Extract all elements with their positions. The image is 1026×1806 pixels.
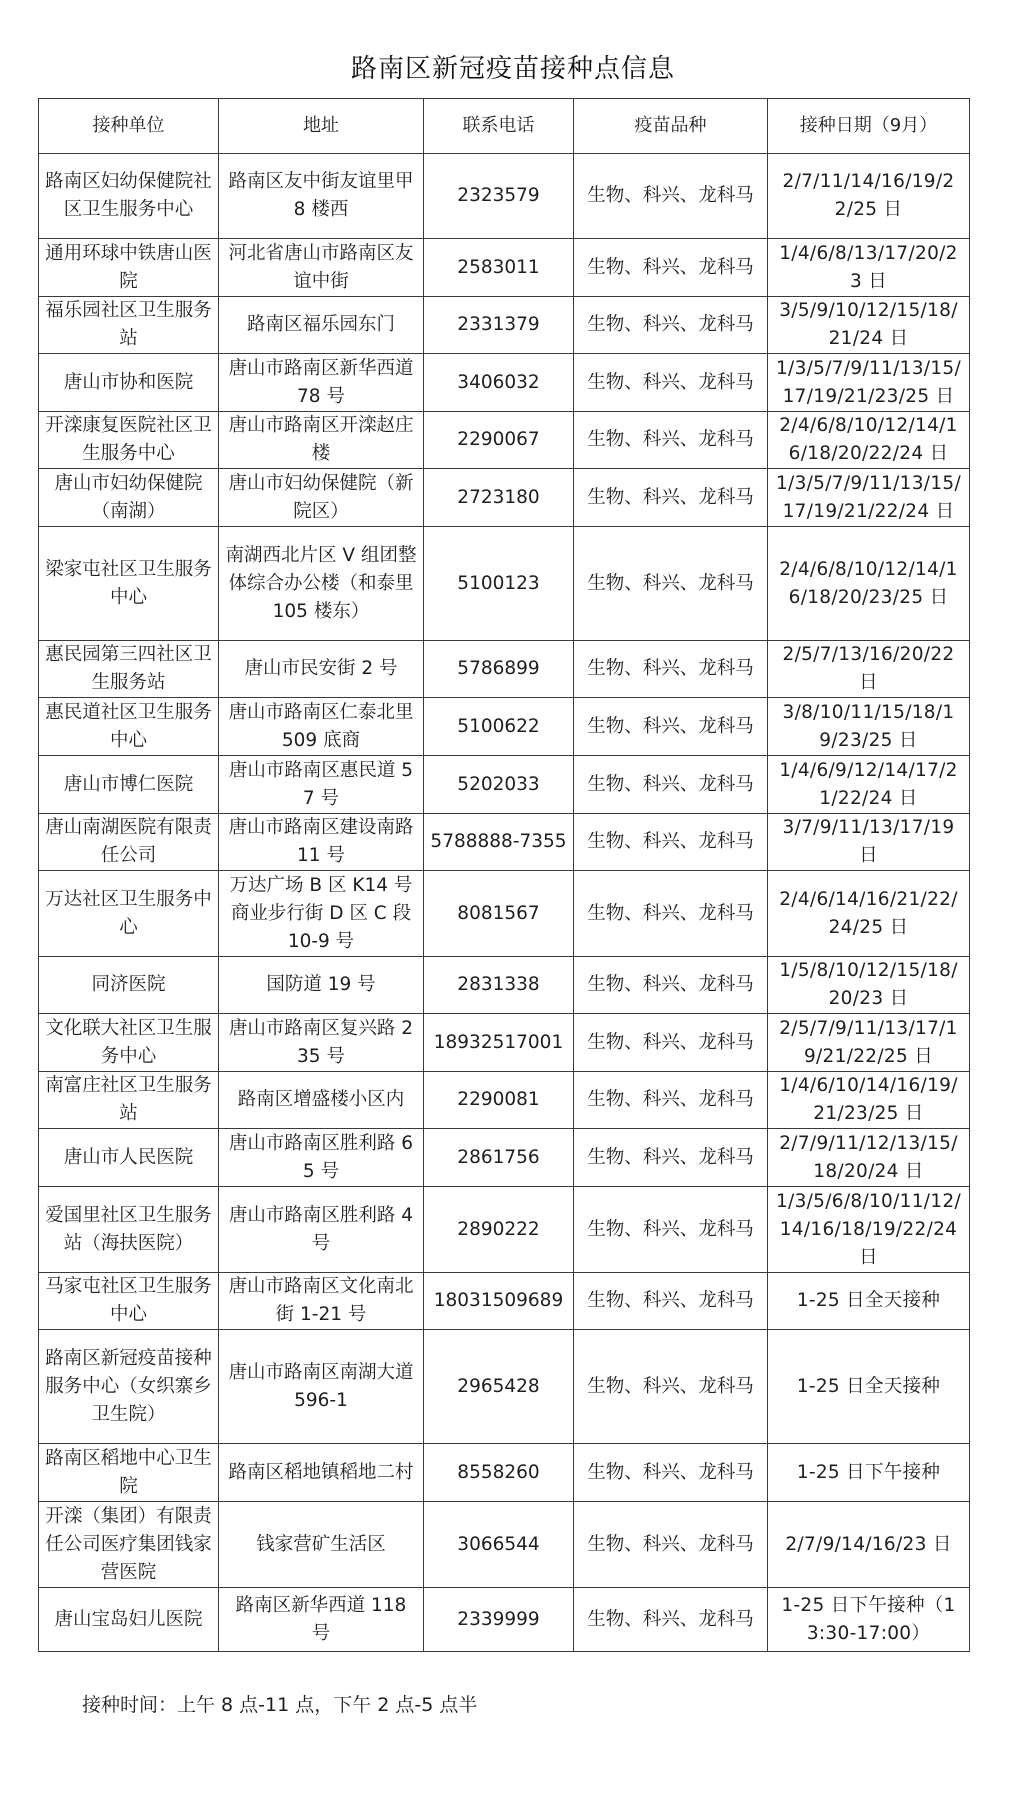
unit-cell: 唐山市协和医院 (39, 354, 219, 412)
unit-cell: 南富庄社区卫生服务站 (39, 1072, 219, 1129)
dates-cell: 1-25 日下午接种（13:30-17:00） (768, 1588, 970, 1652)
address-cell: 唐山市路南区开滦赵庄楼 (219, 412, 424, 469)
vaccine-cell: 生物、科兴、龙科马 (574, 1187, 768, 1273)
dates-cell: 1-25 日全天接种 (768, 1330, 970, 1444)
address-cell: 唐山市路南区惠民道 57 号 (219, 756, 424, 814)
phone-cell: 2723180 (424, 469, 574, 527)
dates-cell: 2/5/7/13/16/20/22 日 (768, 641, 970, 698)
vaccine-cell: 生物、科兴、龙科马 (574, 1502, 768, 1588)
table-row (39, 1072, 970, 1129)
vaccine-cell: 生物、科兴、龙科马 (574, 354, 768, 412)
vaccine-cell: 生物、科兴、龙科马 (574, 1330, 768, 1444)
table-row (39, 239, 970, 297)
phone-cell: 2331379 (424, 297, 574, 354)
table-row (39, 1187, 970, 1273)
address-cell: 唐山市路南区胜利路 65 号 (219, 1129, 424, 1187)
address-cell: 唐山市路南区新华西道 78 号 (219, 354, 424, 412)
address-cell: 唐山市妇幼保健院（新院区） (219, 469, 424, 527)
unit-cell: 路南区妇幼保健院社区卫生服务中心 (39, 154, 219, 239)
header-phone: 联系电话 (424, 99, 574, 154)
address-cell: 南湖西北片区 V 组团整体综合办公楼（和泰里 105 楼东） (219, 527, 424, 641)
phone-cell: 3066544 (424, 1502, 574, 1588)
dates-cell: 3/7/9/11/13/17/19 日 (768, 814, 970, 871)
address-cell: 唐山市路南区复兴路 235 号 (219, 1014, 424, 1072)
address-cell: 路南区友中街友谊里甲 8 楼西 (219, 154, 424, 239)
phone-cell: 5202033 (424, 756, 574, 814)
unit-cell: 唐山南湖医院有限责任公司 (39, 814, 219, 871)
phone-cell: 8558260 (424, 1444, 574, 1502)
unit-cell: 同济医院 (39, 957, 219, 1014)
vaccine-cell: 生物、科兴、龙科马 (574, 698, 768, 756)
unit-cell: 惠民园第三四社区卫生服务站 (39, 641, 219, 698)
vaccine-cell: 生物、科兴、龙科马 (574, 871, 768, 957)
table-row (39, 469, 970, 527)
phone-cell: 5100123 (424, 527, 574, 641)
unit-cell: 通用环球中铁唐山医院 (39, 239, 219, 297)
header-address: 地址 (219, 99, 424, 154)
dates-cell: 2/4/6/8/10/12/14/16/18/20/22/24 日 (768, 412, 970, 469)
table-row (39, 871, 970, 957)
phone-cell: 3406032 (424, 354, 574, 412)
header-vaccine: 疫苗品种 (574, 99, 768, 154)
address-cell: 路南区稻地镇稻地二村 (219, 1444, 424, 1502)
phone-cell: 2583011 (424, 239, 574, 297)
table-row (39, 1502, 970, 1588)
unit-cell: 万达社区卫生服务中心 (39, 871, 219, 957)
table-row (39, 756, 970, 814)
address-cell: 路南区增盛楼小区内 (219, 1072, 424, 1129)
unit-cell: 福乐园社区卫生服务站 (39, 297, 219, 354)
vaccine-cell: 生物、科兴、龙科马 (574, 1444, 768, 1502)
header-dates: 接种日期（9月） (768, 99, 970, 154)
unit-cell: 梁家屯社区卫生服务中心 (39, 527, 219, 641)
unit-cell: 马家屯社区卫生服务中心 (39, 1273, 219, 1330)
table-row (39, 1444, 970, 1502)
dates-cell: 2/5/7/9/11/13/17/19/21/22/25 日 (768, 1014, 970, 1072)
vaccination-sites-table (38, 98, 970, 1652)
phone-cell: 18932517001 (424, 1014, 574, 1072)
vaccine-cell: 生物、科兴、龙科马 (574, 1014, 768, 1072)
address-cell: 河北省唐山市路南区友谊中街 (219, 239, 424, 297)
vaccine-cell: 生物、科兴、龙科马 (574, 154, 768, 239)
table-row (39, 154, 970, 239)
phone-cell: 5100622 (424, 698, 574, 756)
dates-cell: 2/7/11/14/16/19/22/25 日 (768, 154, 970, 239)
table-row (39, 412, 970, 469)
table-row (39, 814, 970, 871)
phone-cell: 2290067 (424, 412, 574, 469)
vaccine-cell: 生物、科兴、龙科马 (574, 297, 768, 354)
page-title: 路南区新冠疫苗接种点信息 (350, 54, 675, 84)
dates-cell: 3/8/10/11/15/18/19/23/25 日 (768, 698, 970, 756)
dates-cell: 1-25 日全天接种 (768, 1273, 970, 1330)
vaccine-cell: 生物、科兴、龙科马 (574, 469, 768, 527)
unit-cell: 唐山市人民医院 (39, 1129, 219, 1187)
address-cell: 万达广场 B 区 K14 号商业步行街 D 区 C 段 10-9 号 (219, 871, 424, 957)
unit-cell: 开滦（集团）有限责任公司医疗集团钱家营医院 (39, 1502, 219, 1588)
vaccine-cell: 生物、科兴、龙科马 (574, 641, 768, 698)
address-cell: 唐山市路南区南湖大道 596-1 (219, 1330, 424, 1444)
unit-cell: 唐山宝岛妇儿医院 (39, 1588, 219, 1652)
address-cell: 钱家营矿生活区 (219, 1502, 424, 1588)
table-row (39, 957, 970, 1014)
unit-cell: 路南区新冠疫苗接种服务中心（女织寨乡卫生院） (39, 1330, 219, 1444)
address-cell: 路南区福乐园东门 (219, 297, 424, 354)
table-row (39, 1273, 970, 1330)
address-cell: 唐山市路南区仁泰北里 509 底商 (219, 698, 424, 756)
dates-cell: 1/3/5/7/9/11/13/15/17/19/21/22/24 日 (768, 469, 970, 527)
unit-cell: 文化联大社区卫生服务中心 (39, 1014, 219, 1072)
dates-cell: 1/4/6/8/13/17/20/23 日 (768, 239, 970, 297)
phone-cell: 8081567 (424, 871, 574, 957)
unit-cell: 爱国里社区卫生服务站（海扶医院） (39, 1187, 219, 1273)
vaccine-cell: 生物、科兴、龙科马 (574, 1273, 768, 1330)
address-cell: 唐山市路南区建设南路 11 号 (219, 814, 424, 871)
table-row (39, 641, 970, 698)
phone-cell: 2831338 (424, 957, 574, 1014)
dates-cell: 2/4/6/8/10/12/14/16/18/20/23/25 日 (768, 527, 970, 641)
table-row (39, 1588, 970, 1652)
phone-cell: 2290081 (424, 1072, 574, 1129)
vaccination-hours-note: 接种时间：上午 8 点-11 点，下午 2 点-5 点半 (82, 1694, 478, 1716)
vaccine-cell: 生物、科兴、龙科马 (574, 1072, 768, 1129)
phone-cell: 2965428 (424, 1330, 574, 1444)
dates-cell: 1/5/8/10/12/15/18/20/23 日 (768, 957, 970, 1014)
unit-cell: 路南区稻地中心卫生院 (39, 1444, 219, 1502)
dates-cell: 1/3/5/6/8/10/11/12/14/16/18/19/22/24 日 (768, 1187, 970, 1273)
dates-cell: 1/4/6/10/14/16/19/21/23/25 日 (768, 1072, 970, 1129)
header-unit: 接种单位 (39, 99, 219, 154)
phone-cell: 2339999 (424, 1588, 574, 1652)
vaccine-cell: 生物、科兴、龙科马 (574, 957, 768, 1014)
address-cell: 唐山市民安街 2 号 (219, 641, 424, 698)
table-row (39, 1129, 970, 1187)
dates-cell: 3/5/9/10/12/15/18/21/24 日 (768, 297, 970, 354)
vaccine-cell: 生物、科兴、龙科马 (574, 412, 768, 469)
dates-cell: 1/4/6/9/12/14/17/21/22/24 日 (768, 756, 970, 814)
phone-cell: 5788888-7355 (424, 814, 574, 871)
table-row (39, 527, 970, 641)
address-cell: 路南区新华西道 118 号 (219, 1588, 424, 1652)
unit-cell: 唐山市妇幼保健院（南湖） (39, 469, 219, 527)
dates-cell: 2/7/9/14/16/23 日 (768, 1502, 970, 1588)
phone-cell: 18031509689 (424, 1273, 574, 1330)
vaccine-cell: 生物、科兴、龙科马 (574, 239, 768, 297)
vaccine-cell: 生物、科兴、龙科马 (574, 527, 768, 641)
address-cell: 国防道 19 号 (219, 957, 424, 1014)
address-cell: 唐山市路南区文化南北街 1-21 号 (219, 1273, 424, 1330)
table-row (39, 354, 970, 412)
dates-cell: 2/4/6/14/16/21/22/24/25 日 (768, 871, 970, 957)
phone-cell: 2323579 (424, 154, 574, 239)
vaccine-cell: 生物、科兴、龙科马 (574, 1129, 768, 1187)
vaccine-cell: 生物、科兴、龙科马 (574, 756, 768, 814)
dates-cell: 1/3/5/7/9/11/13/15/17/19/21/23/25 日 (768, 354, 970, 412)
table-row (39, 297, 970, 354)
dates-cell: 2/7/9/11/12/13/15/18/20/24 日 (768, 1129, 970, 1187)
vaccine-cell: 生物、科兴、龙科马 (574, 814, 768, 871)
table-row (39, 1330, 970, 1444)
address-cell: 唐山市路南区胜利路 4 号 (219, 1187, 424, 1273)
table-row (39, 1014, 970, 1072)
vaccine-cell: 生物、科兴、龙科马 (574, 1588, 768, 1652)
unit-cell: 唐山市博仁医院 (39, 756, 219, 814)
unit-cell: 开滦康复医院社区卫生服务中心 (39, 412, 219, 469)
unit-cell: 惠民道社区卫生服务中心 (39, 698, 219, 756)
phone-cell: 5786899 (424, 641, 574, 698)
phone-cell: 2890222 (424, 1187, 574, 1273)
dates-cell: 1-25 日下午接种 (768, 1444, 970, 1502)
table-row (39, 698, 970, 756)
table-header-row (39, 99, 970, 154)
phone-cell: 2861756 (424, 1129, 574, 1187)
